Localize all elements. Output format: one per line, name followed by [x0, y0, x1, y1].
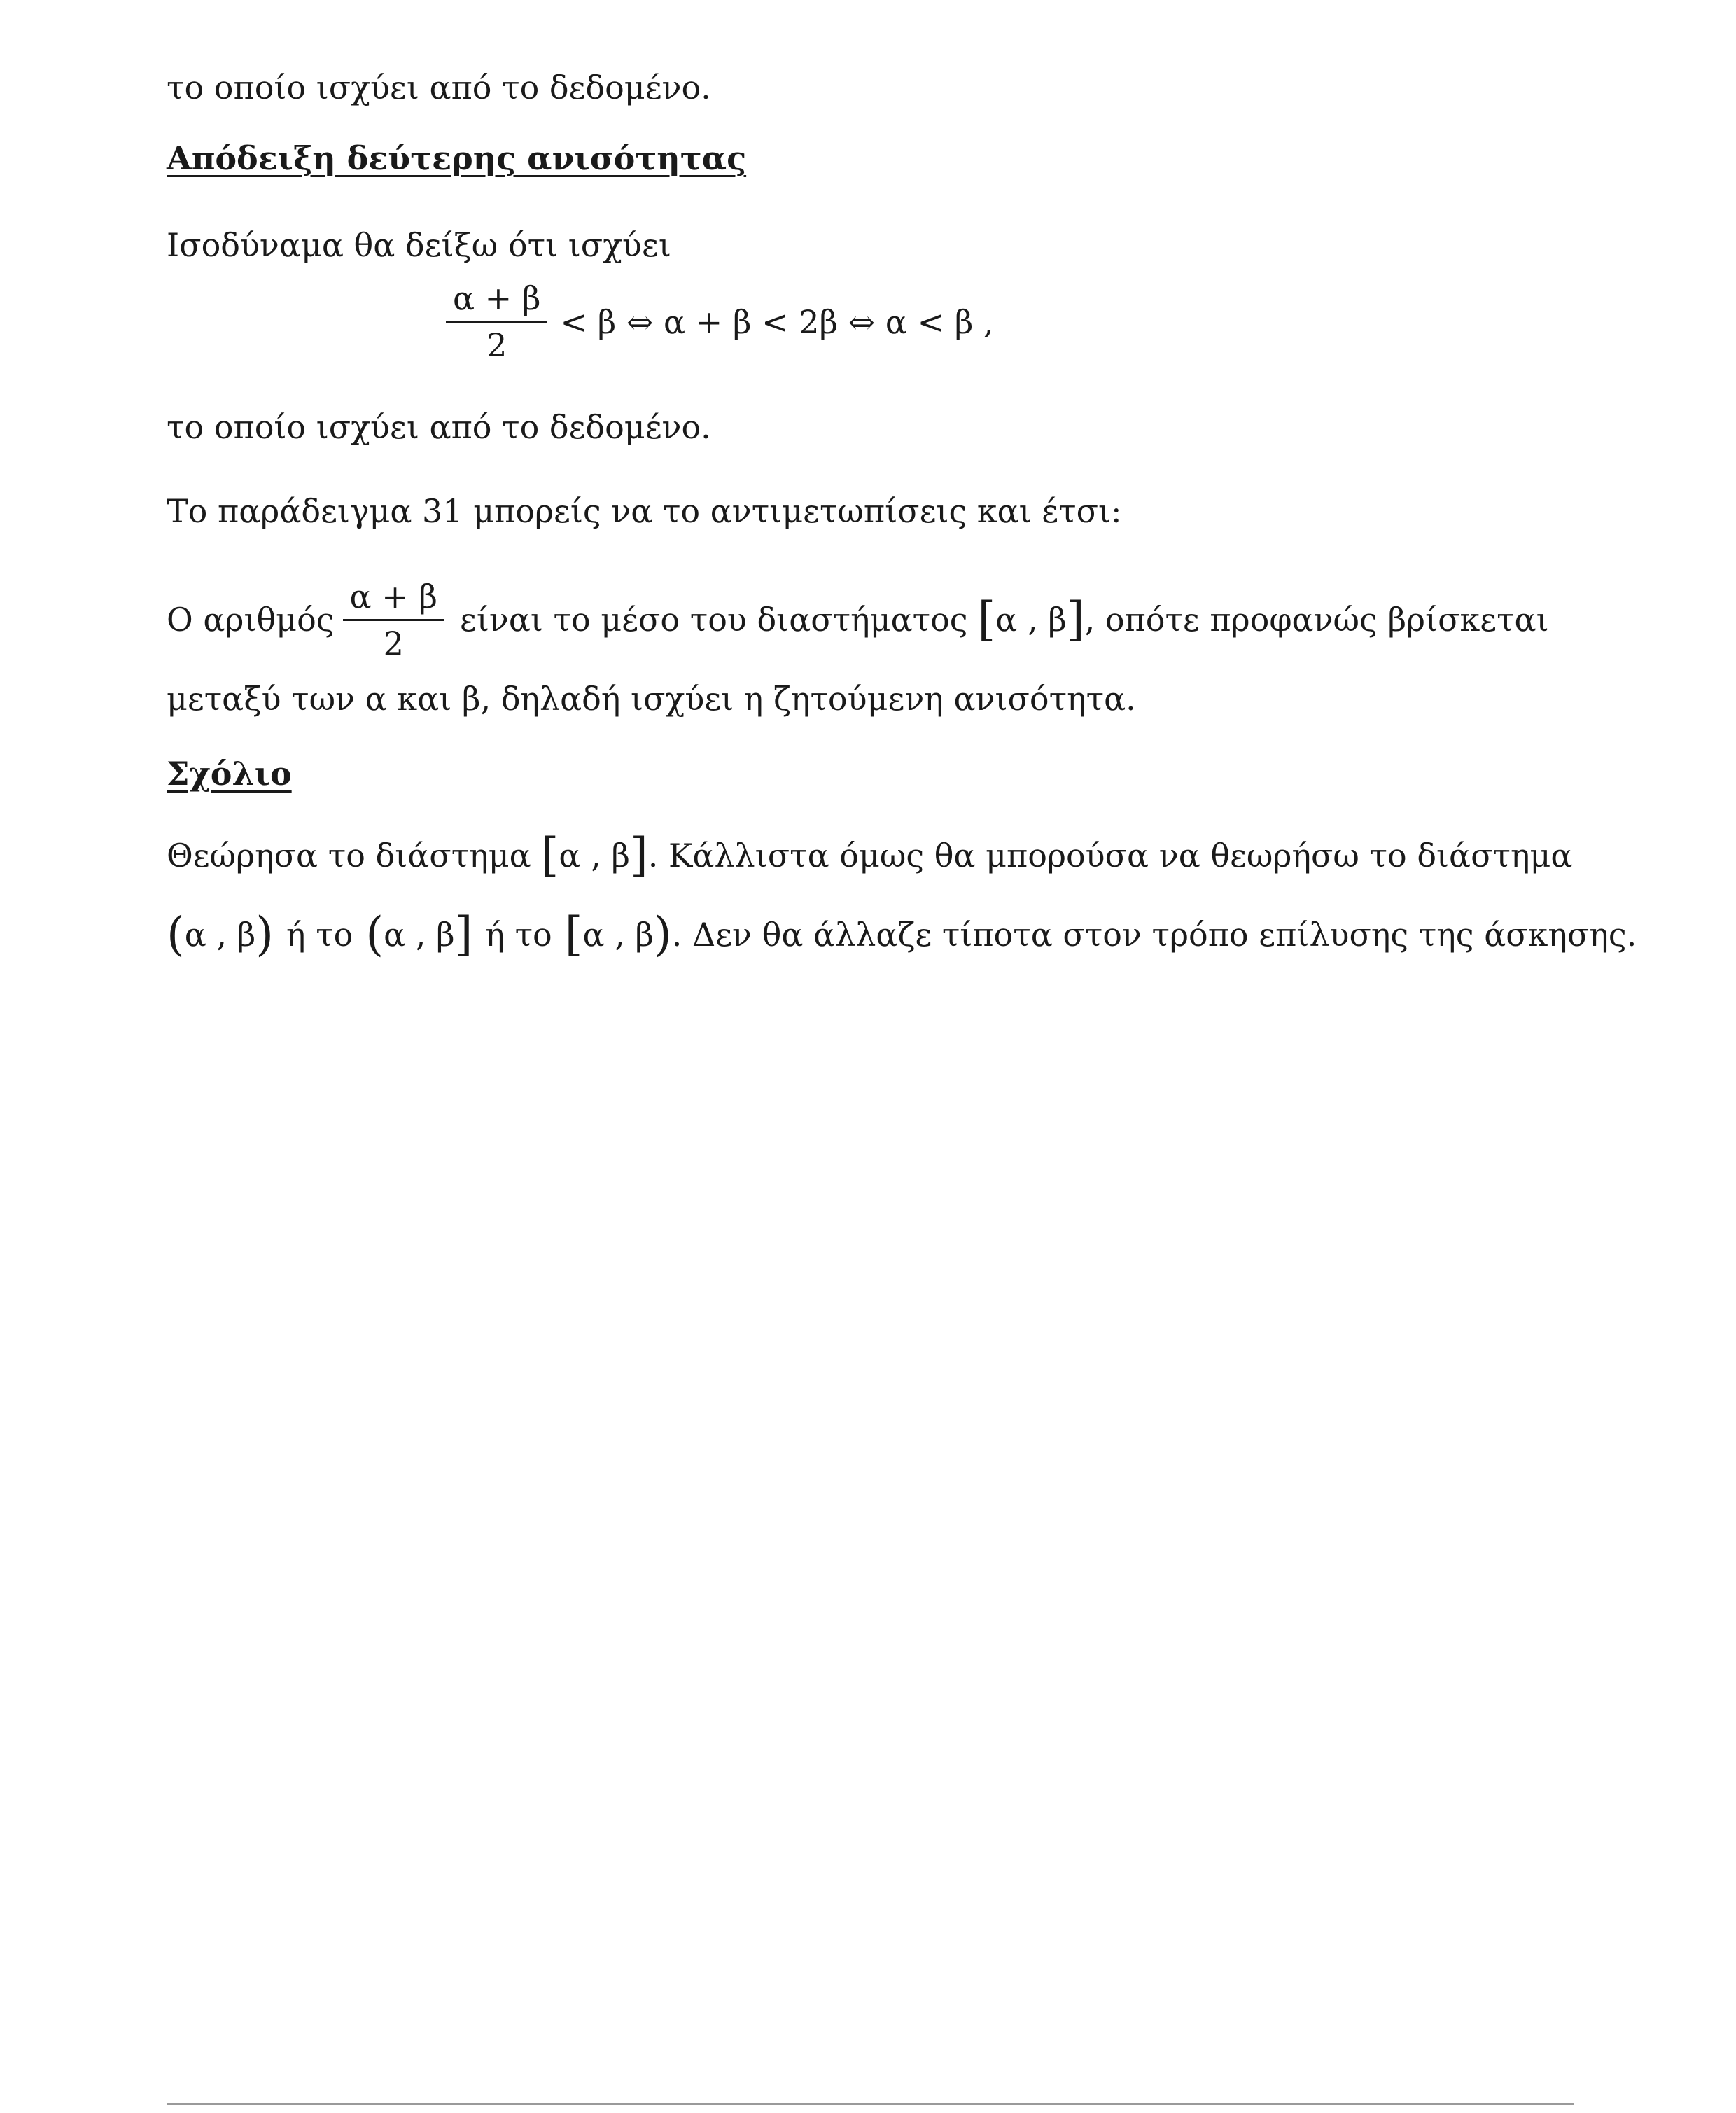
fraction-numerator: α + β — [343, 578, 444, 621]
paren-open: ( — [167, 907, 185, 961]
bracket-close: ] — [454, 907, 473, 961]
bracket-open: [ — [977, 592, 996, 646]
text-line: μεταξύ των α και β, δηλαδή ισχύει η ζητούμενη ανισότητα. — [167, 680, 1136, 718]
text-fragment: . Κάλλιστα όμως θα μπορούσα να θεωρήσω το διάστημα — [648, 837, 1573, 874]
text-fragment: Ο αριθμός — [167, 601, 335, 639]
text-fragment: . Δεν θα άλλαζε τίποτα στον τρόπο επίλυσης της άσκησης. — [671, 916, 1637, 954]
text-fragment: Θεώρησα το διάστημα — [167, 837, 531, 874]
text-fragment: ή το — [485, 916, 552, 954]
display-equation — [438, 280, 994, 363]
fraction-denominator: 2 — [486, 326, 507, 364]
paren-open: ( — [365, 907, 384, 961]
comment-line-1 — [167, 828, 1573, 882]
text-line: Το παράδειγμα 31 μπορείς να το αντιμετωπίσεις και έτσι: — [167, 492, 1122, 530]
heading-proof: Απόδειξη δεύτερης ανισότητας — [167, 139, 747, 177]
text-line: το οποίο ισχύει από το δεδομένο. — [167, 69, 711, 106]
fraction-numerator: α + β — [446, 280, 547, 323]
fraction-denominator: 2 — [383, 624, 404, 662]
text-line: το οποίο ισχύει από το δεδομένο. — [167, 408, 711, 446]
paren-close: ) — [654, 907, 672, 961]
text-fragment: , οπότε προφανώς βρίσκεται — [1084, 601, 1549, 639]
text-fragment: ή το — [286, 916, 354, 954]
text-line: Ισοδύναμα θα δείξω ότι ισχύει — [167, 226, 671, 264]
interval: α , β — [384, 916, 455, 954]
bracket-open: [ — [540, 828, 559, 882]
bracket-close: ] — [1066, 592, 1085, 646]
footer-divider — [167, 2103, 1574, 2105]
paren-close: ) — [255, 907, 274, 961]
text-fragment: είναι το μέσο του διαστήματος — [459, 601, 968, 639]
heading-comment: Σχόλιο — [167, 755, 292, 793]
equation-rest: < β ⇔ α + β < 2β ⇔ α < β , — [560, 302, 994, 341]
interval: α , β — [184, 916, 256, 954]
bracket-open: [ — [564, 907, 583, 961]
interval: α , β — [582, 916, 654, 954]
bracket-close: ] — [629, 828, 648, 882]
fraction — [343, 578, 444, 662]
number-sentence — [167, 574, 1549, 665]
comment-line-2 — [167, 907, 1637, 961]
interval: α , β — [995, 601, 1067, 639]
interval: α , β — [559, 837, 630, 874]
fraction — [446, 280, 547, 363]
